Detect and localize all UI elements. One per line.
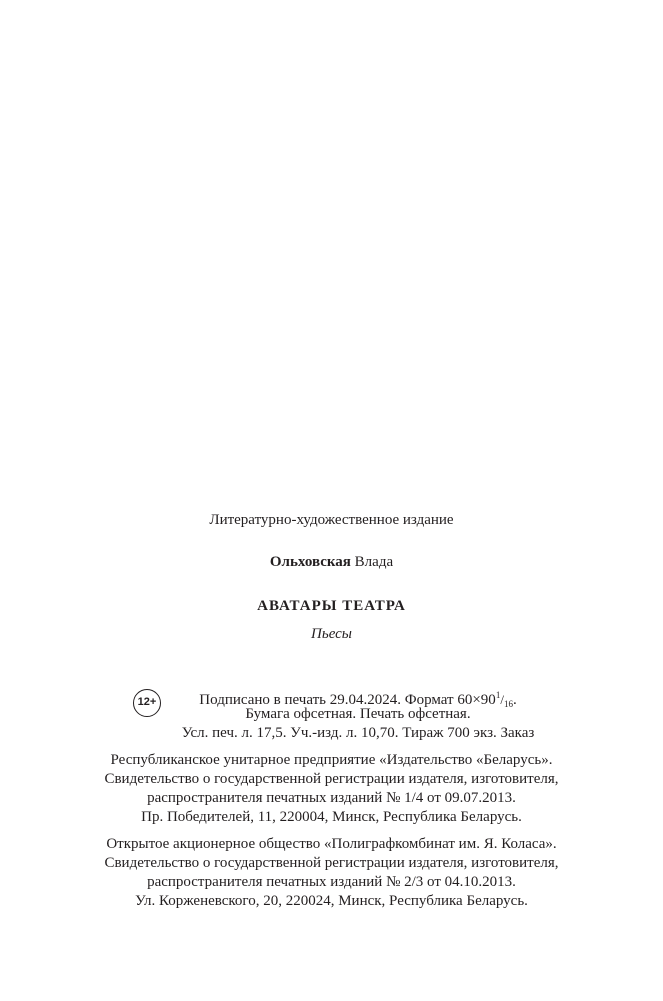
format-suffix: . bbox=[512, 692, 517, 708]
publisher-line: распространителя печатных изданий № 1/4 от 09.07.2013. bbox=[147, 790, 516, 806]
printer-line: Свидетельство о государственной регистрации издателя, изготовителя, bbox=[104, 855, 559, 871]
author-name: Влада bbox=[354, 554, 394, 570]
print-signed-text: Подписано в печать 29.04.2024. Формат 60×90 bbox=[199, 692, 496, 708]
printer-line: распространителя печатных изданий № 2/3 от 04.10.2013. bbox=[147, 874, 516, 890]
printer-line: Ул. Корженевского, 20, 220024, Минск, Республика Беларусь. bbox=[135, 893, 528, 909]
edition-type: Литературно-художественное издание bbox=[209, 512, 454, 528]
format-numerator: 1 bbox=[495, 690, 501, 700]
author-line bbox=[0, 553, 663, 572]
format-denominator: 16 bbox=[503, 699, 513, 709]
publisher-line: Пр. Победителей, 11, 220004, Минск, Республика Беларусь. bbox=[141, 809, 522, 825]
age-rating-badge: 12+ bbox=[133, 689, 161, 717]
publisher-line: Республиканское унитарное предприятие «Издательство «Беларусь». bbox=[110, 752, 553, 768]
print-volume-line: Усл. печ. л. 17,5. Уч.-изд. л. 10,70. Тираж 700 экз. Заказ bbox=[181, 725, 535, 741]
print-paper-line: Бумага офсетная. Печать офсетная. bbox=[245, 706, 471, 722]
format-slash: / bbox=[500, 692, 504, 707]
printer-line: Открытое акционерное общество «Полиграфкомбинат им. Я. Коласа». bbox=[106, 836, 557, 852]
book-genre: Пьесы bbox=[311, 626, 352, 642]
book-title: АВАТАРЫ ТЕАТРА bbox=[257, 598, 406, 614]
author-surname: Ольховская bbox=[269, 554, 351, 570]
publisher-line: Свидетельство о государственной регистрации издателя, изготовителя, bbox=[104, 771, 559, 787]
